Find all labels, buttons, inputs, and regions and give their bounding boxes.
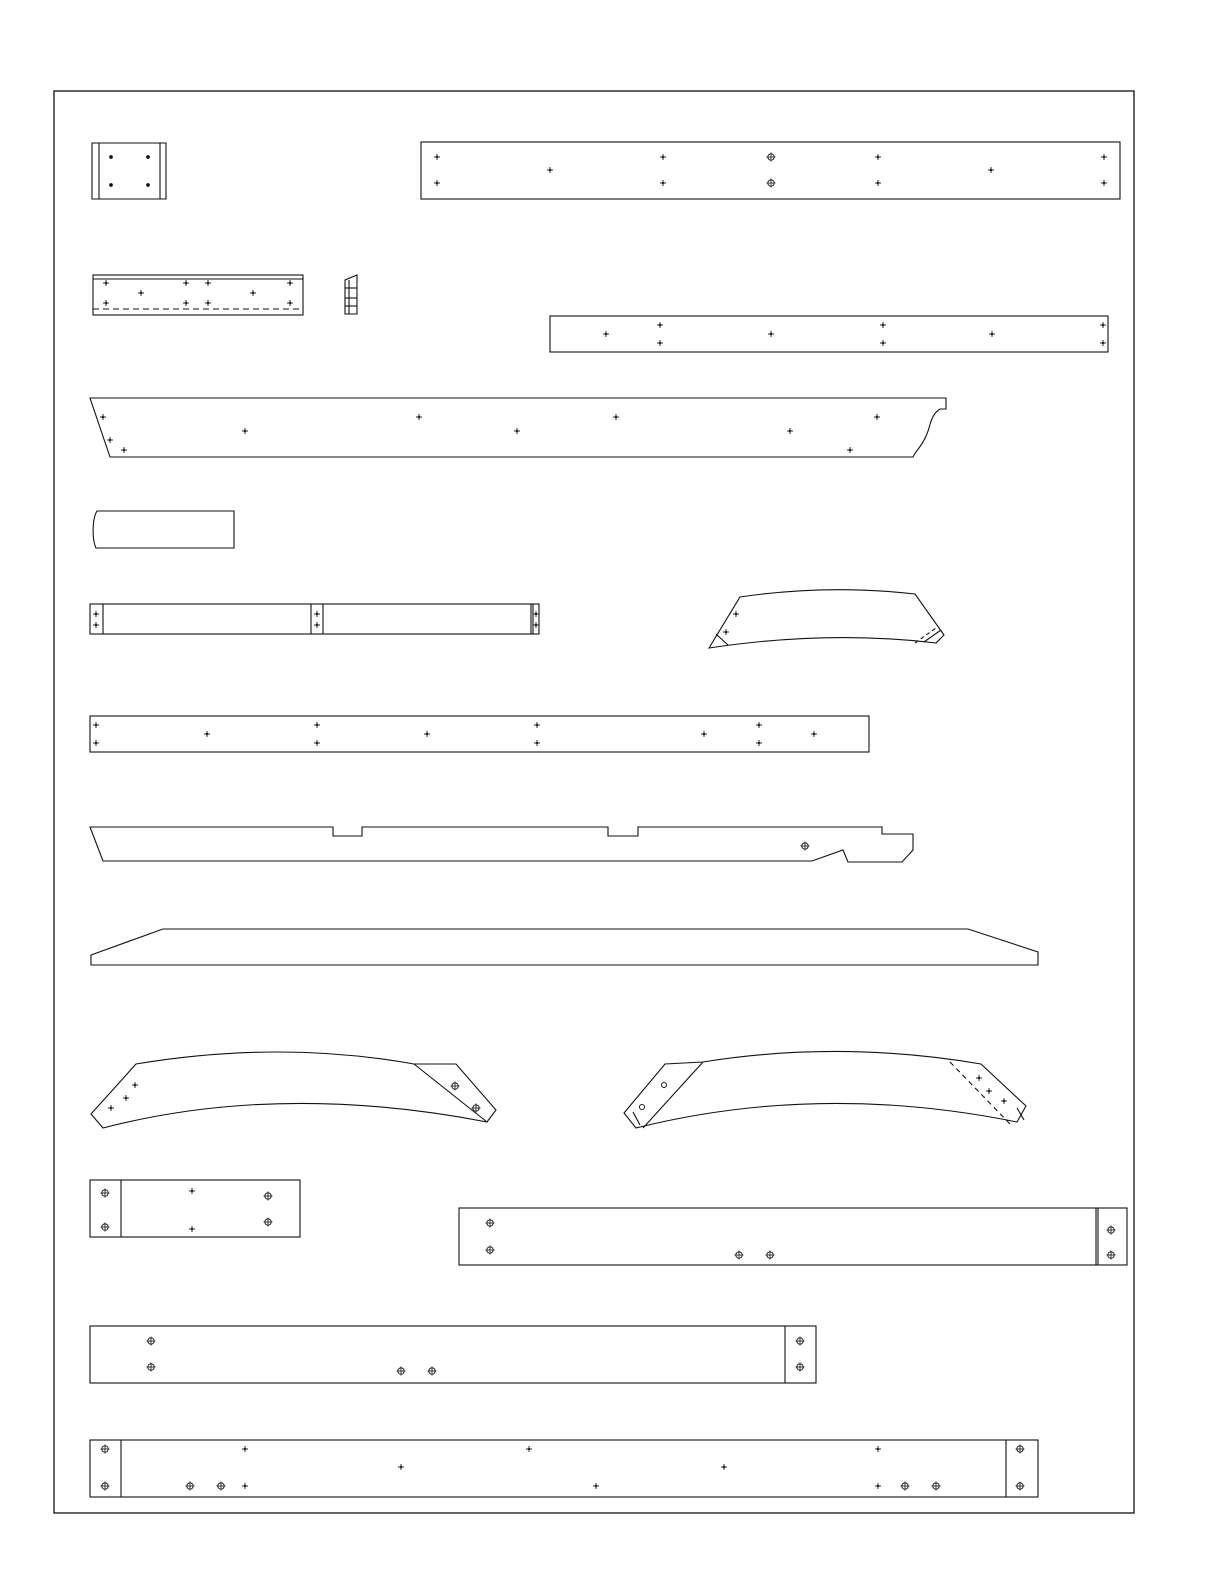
drill-hole-mark xyxy=(533,622,539,628)
drill-hole-mark xyxy=(242,1446,248,1452)
drill-hole-mark xyxy=(526,1446,532,1452)
counterbore-hole-mark xyxy=(932,1482,941,1491)
drill-hole-mark xyxy=(121,447,127,453)
long-profiled-rail-part xyxy=(90,398,946,457)
drill-hole-mark xyxy=(875,1483,881,1489)
sheet-border xyxy=(54,91,1134,1513)
counterbore-hole-mark xyxy=(1016,1445,1025,1454)
long-panel-lower-part xyxy=(90,1326,816,1383)
drill-hole-mark xyxy=(787,428,793,434)
drill-hole-mark xyxy=(107,437,113,443)
drill-hole-mark xyxy=(547,167,553,173)
drill-hole-mark xyxy=(875,154,881,160)
counterbore-hole-mark xyxy=(766,1251,775,1260)
drill-hole-mark xyxy=(183,280,189,286)
counterbore-hole-mark xyxy=(486,1219,495,1228)
drill-hole-mark xyxy=(847,447,853,453)
drill-hole-mark xyxy=(768,331,774,337)
drill-hole-mark xyxy=(123,1095,129,1101)
drill-hole-mark xyxy=(660,154,666,160)
drill-hole-mark xyxy=(314,722,320,728)
counterbore-hole-mark xyxy=(428,1367,437,1376)
drill-hole-mark xyxy=(205,300,211,306)
segmented-strip-part xyxy=(90,604,539,634)
notched-rail-part xyxy=(90,827,913,862)
drill-hole-mark xyxy=(132,1082,138,1088)
small-curved-arch-part xyxy=(709,590,944,648)
counterbore-hole-mark xyxy=(101,1223,110,1232)
drill-hole-mark xyxy=(287,280,293,286)
counterbore-hole-mark xyxy=(796,1363,805,1372)
counterbore-hole-mark xyxy=(1016,1482,1025,1491)
drill-hole-mark xyxy=(593,1483,599,1489)
drill-hole-mark xyxy=(756,722,762,728)
drill-hole-mark xyxy=(314,611,320,617)
right-curved-arch-part xyxy=(624,1051,1026,1128)
counterbore-hole-mark xyxy=(264,1218,273,1227)
counterbore-hole-mark xyxy=(901,1482,910,1491)
left-curved-arch-part xyxy=(91,1052,496,1128)
drill-hole-mark xyxy=(811,731,817,737)
drill-hole-mark xyxy=(108,1105,114,1111)
long-panel-upper-part xyxy=(459,1208,1127,1265)
drill-hole-mark xyxy=(657,322,663,328)
counterbore-hole-mark xyxy=(101,1482,110,1491)
drill-hole-mark xyxy=(93,740,99,746)
drill-hole-mark xyxy=(1101,154,1107,160)
long-tapered-board-part xyxy=(91,929,1038,965)
drill-hole-mark xyxy=(1101,180,1107,186)
counterbore-hole-mark xyxy=(767,179,776,188)
drill-hole-mark xyxy=(189,1188,195,1194)
long-drilled-rail-part xyxy=(90,716,869,752)
drill-hole-mark xyxy=(986,1088,992,1094)
through-hole-mark xyxy=(661,1082,666,1087)
drill-hole-mark xyxy=(701,731,707,737)
drill-hole-mark xyxy=(242,428,248,434)
short-end-panel-part xyxy=(90,1180,300,1237)
drill-hole-mark xyxy=(424,731,430,737)
drill-hole-mark xyxy=(398,1464,404,1470)
counterbore-hole-mark xyxy=(451,1082,460,1091)
drill-hole-mark xyxy=(756,740,762,746)
drill-hole-mark xyxy=(660,180,666,186)
drill-hole-mark xyxy=(314,622,320,628)
drill-hole-mark xyxy=(733,611,739,617)
counterbore-hole-mark xyxy=(264,1192,273,1201)
drill-hole-mark xyxy=(723,629,729,635)
drill-hole-mark xyxy=(976,1075,982,1081)
drill-hole-mark xyxy=(314,740,320,746)
counterbore-hole-mark xyxy=(486,1246,495,1255)
drill-hole-mark xyxy=(103,280,109,286)
drill-hole-mark xyxy=(205,280,211,286)
counterbore-hole-mark xyxy=(1107,1226,1116,1235)
counterbore-hole-mark xyxy=(101,1445,110,1454)
drill-hole-mark xyxy=(93,611,99,617)
drill-hole-mark xyxy=(874,414,880,420)
drill-hole-mark xyxy=(989,331,995,337)
short-block-part xyxy=(93,511,234,548)
drill-hole-mark xyxy=(534,722,540,728)
counterbore-hole-mark xyxy=(801,842,810,851)
drill-hole-mark xyxy=(250,290,256,296)
drill-hole-mark xyxy=(875,180,881,186)
drill-hole-mark xyxy=(138,290,144,296)
grooved-strip-part xyxy=(93,275,303,315)
drill-hole-mark xyxy=(603,331,609,337)
drill-hole-mark xyxy=(533,611,539,617)
drill-hole-mark xyxy=(880,322,886,328)
drill-hole-mark xyxy=(242,1483,248,1489)
counterbore-hole-mark xyxy=(101,1189,110,1198)
counterbore-hole-mark xyxy=(217,1482,226,1491)
drill-hole-mark xyxy=(204,731,210,737)
through-hole-mark xyxy=(639,1104,644,1109)
drill-hole-mark xyxy=(880,340,886,346)
drill-hole-mark xyxy=(434,180,440,186)
middle-rail-part xyxy=(550,316,1108,352)
counterbore-hole-mark xyxy=(735,1251,744,1260)
drill-hole-mark xyxy=(1100,340,1106,346)
drill-hole-mark xyxy=(103,300,109,306)
counterbore-hole-mark xyxy=(186,1482,195,1491)
drill-hole-mark xyxy=(189,1226,195,1232)
drill-hole-mark xyxy=(183,300,189,306)
drill-hole-mark xyxy=(1100,322,1106,328)
drill-hole-mark xyxy=(1001,1098,1007,1104)
drill-hole-mark xyxy=(613,414,619,420)
end-profile-part xyxy=(345,275,357,314)
drill-hole-mark xyxy=(988,167,994,173)
small-plate-part xyxy=(92,143,166,199)
bottom-rail-part xyxy=(90,1440,1038,1497)
counterbore-hole-mark xyxy=(796,1337,805,1346)
counterbore-hole-mark xyxy=(1107,1251,1116,1260)
counterbore-hole-mark xyxy=(767,153,776,162)
long-top-rail-part xyxy=(421,142,1120,199)
drill-hole-mark xyxy=(416,414,422,420)
counterbore-hole-mark xyxy=(147,1363,156,1372)
drill-hole-mark xyxy=(93,622,99,628)
drill-hole-mark xyxy=(721,1464,727,1470)
drill-hole-mark xyxy=(434,154,440,160)
drill-hole-mark xyxy=(875,1446,881,1452)
drill-hole-mark xyxy=(657,340,663,346)
drill-hole-mark xyxy=(514,428,520,434)
drill-hole-mark xyxy=(287,300,293,306)
drill-hole-mark xyxy=(93,722,99,728)
drill-hole-mark xyxy=(100,414,106,420)
drill-hole-mark xyxy=(534,740,540,746)
counterbore-hole-mark xyxy=(397,1367,406,1376)
counterbore-hole-mark xyxy=(147,1337,156,1346)
